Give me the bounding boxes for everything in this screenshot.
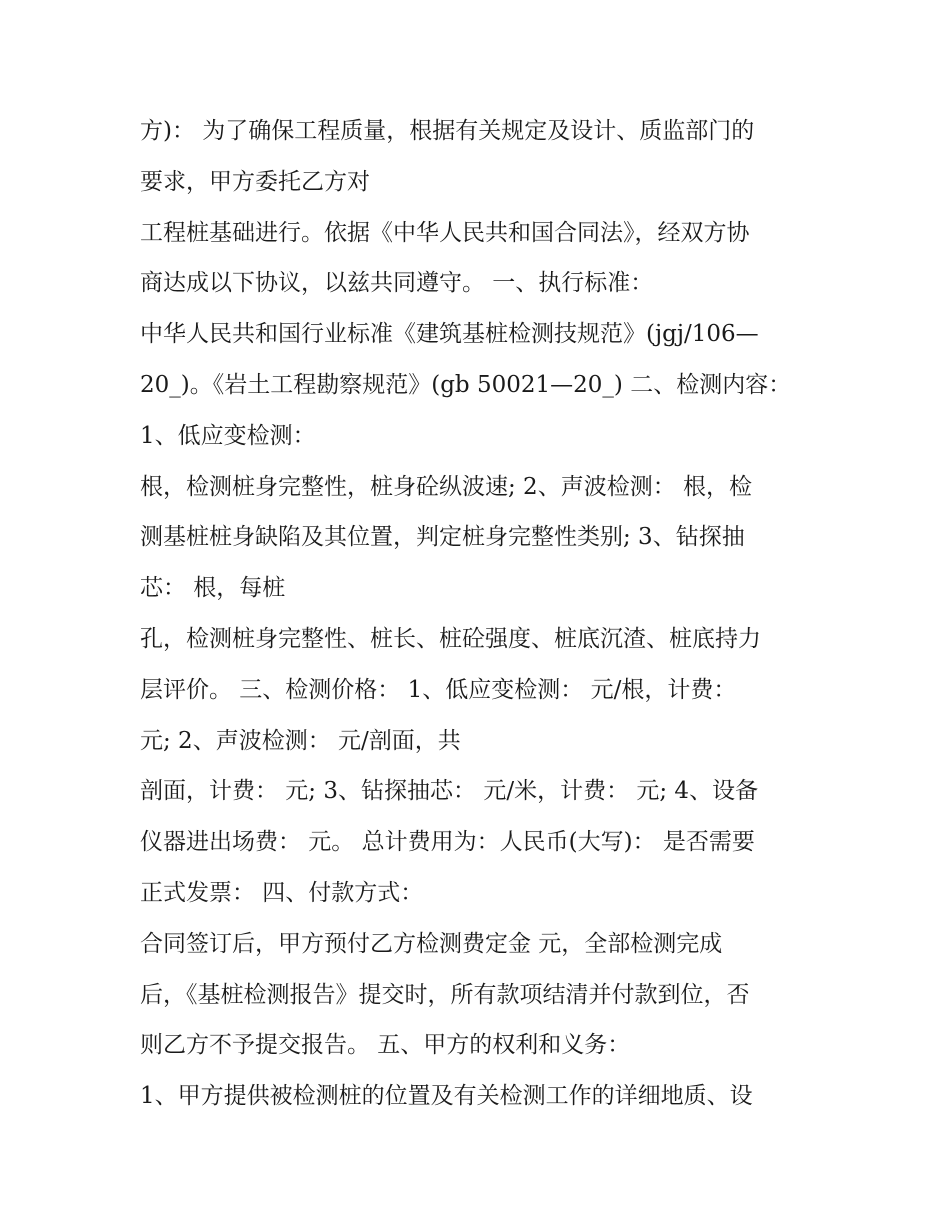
text-line: 后，《基桩检测报告》提交时，所有款项结清并付款到位，否 [140, 981, 750, 1008]
contract-body-text [140, 106, 830, 1122]
text-line: 正式发票： 四、付款方式： [140, 879, 424, 906]
text-line: 仪器进出场费： 元。 总计费用为：人民币(大写)： 是否需要 [140, 829, 755, 856]
text-line: 20_)。《岩土工程勘察规范》(gb 50021—20_) 二、检测内容： [140, 371, 792, 398]
text-line: 1、甲方提供被检测桩的位置及有关检测工作的详细地质、设 [140, 1083, 753, 1110]
text-line: 孔，检测桩身完整性、桩长、桩砼强度、桩底沉渣、桩底持力 [140, 625, 761, 652]
text-line: 元; 2、声波检测： 元/剖面，共 [140, 727, 461, 754]
text-line: 则乙方不予提交报告。 五、甲方的权利和义务： [140, 1032, 631, 1059]
text-line: 芯： 根，每桩 [140, 575, 286, 602]
text-line: 方)： 为了确保工程质量，根据有关规定及设计、质监部门的 [140, 118, 755, 144]
text-line: 商达成以下协议，以兹共同遵守。 一、执行标准： [140, 270, 654, 297]
text-line: 合同签订后，甲方预付乙方检测费定金 元，全部检测完成 [140, 930, 723, 957]
text-line: 工程桩基础进行。依据《中华人民共和国合同法》，经双方协 [140, 219, 750, 246]
text-line: 层评价。 三、检测价格： 1、低应变检测： 元/根，计费： [140, 676, 737, 703]
text-line: 根，检测桩身完整性，桩身砼纵波速; 2、声波检测： 根，检 [140, 473, 753, 500]
text-line: 剖面，计费： 元; 3、钻探抽芯： 元/米，计费： 元; 4、设备 [140, 778, 759, 805]
text-line: 1、低应变检测： [140, 422, 316, 449]
text-line: 测基桩桩身缺陷及其位置，判定桩身完整性类别; 3、钻探抽 [140, 524, 745, 551]
text-line: 中华人民共和国行业标准《建筑基桩检测技规范》(jgj/106— [140, 321, 759, 348]
text-line: 要求，甲方委托乙方对 [140, 168, 370, 195]
